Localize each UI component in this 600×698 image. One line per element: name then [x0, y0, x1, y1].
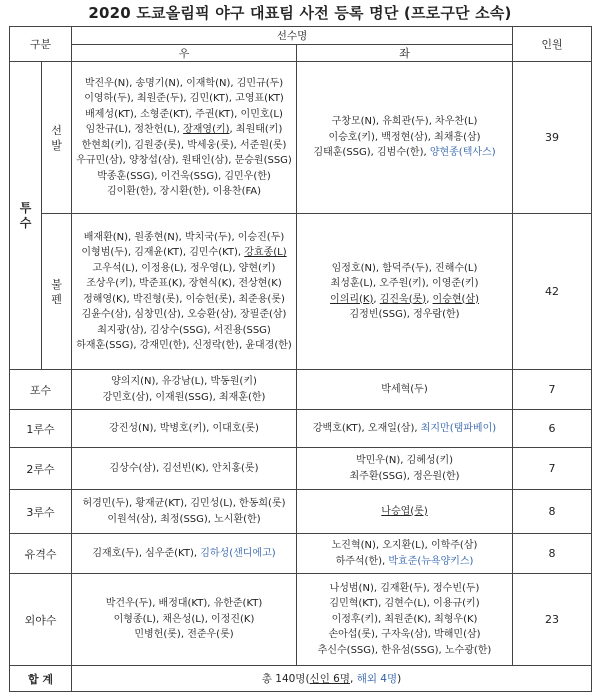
total-category: 합 계	[10, 666, 72, 692]
reliever-count: 42	[513, 214, 592, 370]
player-line	[72, 307, 296, 323]
player-text: 최주환(SSG), 정은원(한)	[349, 470, 460, 482]
player-text: 이원석(삼), 최정(SSG), 노시환(한)	[107, 513, 261, 525]
player-text: 나성범(N), 김재환(두), 정수빈(두)	[329, 582, 480, 594]
player-text: ,	[373, 293, 380, 305]
player-line	[297, 307, 512, 323]
catcher-count: 7	[513, 370, 592, 410]
reliever-label-char: 불	[51, 277, 62, 291]
player-text: 김윤수(삼), 심창민(삼), 오승환(삼), 장필준(삼)	[81, 309, 287, 320]
player-text: 구창모(N), 유희관(두), 차우찬(L)	[331, 116, 478, 128]
outfielder-category: 외야수	[10, 574, 72, 666]
player-line	[297, 453, 512, 469]
player-text: 임정호(N), 함덕주(두), 진해수(L)	[331, 262, 478, 274]
player-text: 이영하(두), 최원준(두), 김민(KT), 고영표(KT)	[84, 93, 284, 104]
player-text: , 최원태(키)	[229, 124, 283, 135]
starter-left-cell	[297, 62, 513, 214]
third-base-right-cell	[72, 490, 297, 534]
rookie-player: 장재영(키)	[183, 124, 230, 135]
player-text: 박종훈(SSG), 이건욱(SSG), 김민우(한)	[97, 170, 271, 182]
catcher-right-cell	[72, 370, 297, 410]
total-overseas: 해외 4명	[356, 673, 398, 685]
player-line	[297, 627, 512, 643]
player-line	[297, 261, 512, 277]
player-line	[72, 496, 296, 512]
player-text: ,	[426, 293, 433, 305]
player-text: 허경민(두), 황재균(KT), 김민성(L), 한동희(롯)	[82, 497, 286, 509]
player-line	[72, 122, 296, 138]
player-text: 노진혁(N), 오지환(L), 이학주(삼)	[331, 539, 478, 551]
player-line	[297, 382, 512, 398]
header-right-handed: 우	[72, 45, 297, 62]
player-text: 이형범(두), 김재윤(KT), 김민수(KT),	[81, 247, 245, 258]
player-text: 양의지(N), 유강남(L), 박동원(키)	[111, 375, 257, 387]
player-text: 이승호(키), 백정현(삼), 최채흥(삼)	[328, 131, 481, 143]
player-line	[72, 245, 296, 261]
starter-category	[42, 62, 72, 214]
player-text: 강백호(KT), 오재일(삼),	[312, 422, 421, 434]
player-text: 박세혁(두)	[381, 383, 428, 395]
header-left-handed: 좌	[297, 45, 513, 62]
player-text: 배제성(KT), 소형준(KT), 주권(KT), 이민호(L)	[85, 108, 283, 120]
player-line	[297, 596, 512, 612]
player-line	[72, 107, 296, 123]
player-text: 이정후(키), 최원준(K), 최형우(K)	[331, 613, 478, 625]
reliever-right-cell	[72, 214, 297, 370]
first-base-right-cell	[72, 410, 297, 448]
player-text: 강민호(삼), 이재원(SSG), 최재훈(한)	[102, 391, 266, 403]
player-text: 최지광(삼), 김상수(SSG), 서진용(SSG)	[97, 324, 271, 336]
player-line	[72, 612, 296, 628]
player-line	[297, 469, 512, 485]
reliever-left-cell	[297, 214, 513, 370]
player-text: 조상우(키), 박준표(K), 장현식(K), 전상현(K)	[86, 278, 282, 289]
outfielder-left-cell	[297, 574, 513, 666]
rookie-player: 이의리(K)	[330, 293, 374, 305]
player-line	[297, 145, 512, 161]
catcher-category: 포수	[10, 370, 72, 410]
second-base-category: 2루수	[10, 448, 72, 490]
header-division: 구분	[10, 27, 72, 62]
shortstop-right-cell	[72, 534, 297, 574]
player-text: 임찬규(L), 정찬헌(L),	[85, 124, 184, 135]
rookie-player: 김진욱(롯)	[379, 293, 427, 305]
player-line	[72, 627, 296, 643]
player-text: 민병헌(롯), 전준우(롯)	[134, 629, 234, 641]
player-text: 박진우(N), 송명기(N), 이재학(N), 김민규(두)	[84, 77, 284, 89]
player-line	[72, 292, 296, 308]
player-line	[297, 612, 512, 628]
first-base-category: 1루수	[10, 410, 72, 448]
shortstop-left-cell	[297, 534, 513, 574]
rookie-player: 이승현(삼)	[432, 293, 479, 305]
total-summary	[72, 666, 592, 692]
player-line	[72, 323, 296, 339]
player-text: 박민우(N), 김혜성(키)	[355, 454, 454, 466]
overseas-player: 최지만(탬파베이)	[420, 422, 497, 434]
reliever-label-char: 펜	[51, 292, 62, 306]
total-new-players: 신인 6명	[309, 673, 350, 685]
second-base-left-cell	[297, 448, 513, 490]
second-base-count: 7	[513, 448, 592, 490]
player-text: 김상수(삼), 김선빈(K), 안치홍(롯)	[109, 462, 259, 474]
overseas-player: 박효준(뉴욕양키스)	[388, 555, 474, 567]
player-line	[72, 261, 296, 277]
page-title: 2020 도쿄올림픽 야구 대표팀 사전 등록 명단 (프로구단 소속)	[88, 4, 512, 22]
player-line	[72, 138, 296, 154]
starter-label-char: 발	[51, 138, 62, 152]
third-base-count: 8	[513, 490, 592, 534]
first-base-count: 6	[513, 410, 592, 448]
shortstop-count: 8	[513, 534, 592, 574]
player-text: 한현희(키), 김원중(롯), 박세웅(롯), 서준원(롯)	[81, 139, 287, 151]
player-line	[72, 421, 296, 437]
player-text: 김태훈(SSG), 김범수(한),	[313, 147, 430, 159]
third-base-left-cell	[297, 490, 513, 534]
player-line	[72, 546, 296, 562]
header-count: 인원	[513, 27, 592, 62]
player-line	[72, 461, 296, 477]
starter-label-char: 선	[51, 123, 62, 137]
catcher-left-cell	[297, 370, 513, 410]
player-line	[72, 169, 296, 185]
player-text: 하재훈(SSG), 강재민(한), 신정락(한), 윤대경(한)	[76, 340, 292, 351]
player-line	[72, 230, 296, 246]
player-text: 강진성(N), 박병호(키), 이대호(롯)	[109, 422, 259, 434]
total-suffix: )	[397, 673, 402, 685]
player-text: 고우석(L), 이정용(L), 정우영(L), 양현(키)	[92, 262, 276, 274]
player-text: 김정빈(SSG), 정우람(한)	[349, 309, 460, 320]
player-text: 우규민(삼), 양창섭(삼), 원태인(삼), 문승원(SSG)	[76, 155, 292, 166]
player-line	[297, 114, 512, 130]
player-line	[297, 538, 512, 554]
player-line	[72, 390, 296, 406]
player-text: 김이환(한), 장시환(한), 이용찬(FA)	[106, 186, 262, 197]
overseas-player: 양현종(텍사스)	[429, 147, 496, 159]
player-line	[297, 292, 512, 308]
player-line	[72, 153, 296, 169]
player-line	[297, 504, 512, 520]
player-text: 정해영(K), 박진형(롯), 이승헌(롯), 최준용(롯)	[83, 293, 285, 305]
player-line	[72, 91, 296, 107]
header-players: 선수명	[72, 27, 513, 45]
reliever-category	[42, 214, 72, 370]
player-line	[72, 76, 296, 92]
second-base-right-cell	[72, 448, 297, 490]
player-text: 김재호(두), 심우준(KT),	[92, 547, 201, 559]
pitcher-label-char: 투	[19, 200, 32, 215]
rookie-player: 강효종(L)	[244, 247, 287, 258]
player-line	[297, 554, 512, 570]
player-line	[72, 338, 296, 354]
player-text: 배재환(N), 원종현(N), 박치국(두), 이승진(두)	[83, 231, 285, 243]
player-line	[297, 130, 512, 146]
starter-count: 39	[513, 62, 592, 214]
player-text: 손아섭(롯), 구자욱(삼), 박해민(삼)	[328, 629, 481, 641]
pitcher-label-char: 수	[19, 215, 32, 230]
roster-table	[9, 26, 592, 692]
total-prefix: 총 140명(	[261, 673, 310, 685]
player-line	[72, 184, 296, 200]
player-line	[297, 643, 512, 659]
starter-right-cell	[72, 62, 297, 214]
outfielder-right-cell	[72, 574, 297, 666]
player-line	[297, 276, 512, 292]
player-text: 최성훈(L), 오주원(키), 이영준(키)	[330, 278, 479, 289]
player-line	[72, 596, 296, 612]
player-text: 하주석(한),	[335, 555, 389, 567]
third-base-category: 3루수	[10, 490, 72, 534]
rookie-player: 나승엽(롯)	[381, 505, 428, 517]
player-text: 이형종(L), 채은성(L), 이정진(K)	[113, 613, 255, 625]
player-text: 김민혁(KT), 김현수(L), 이용규(키)	[329, 598, 480, 610]
outfielder-count: 23	[513, 574, 592, 666]
shortstop-category: 유격수	[10, 534, 72, 574]
player-line	[72, 374, 296, 390]
player-text: 추신수(SSG), 한유섬(SSG), 노수광(한)	[317, 644, 492, 656]
first-base-left-cell	[297, 410, 513, 448]
player-line	[297, 421, 512, 437]
pitcher-category	[10, 62, 42, 370]
overseas-player: 김하성(샌디에고)	[200, 547, 276, 559]
player-text: 박건우(두), 배정대(KT), 유한준(KT)	[105, 598, 263, 610]
player-line	[72, 276, 296, 292]
total-separator: ,	[350, 673, 357, 685]
player-line	[72, 512, 296, 528]
player-line	[297, 581, 512, 597]
